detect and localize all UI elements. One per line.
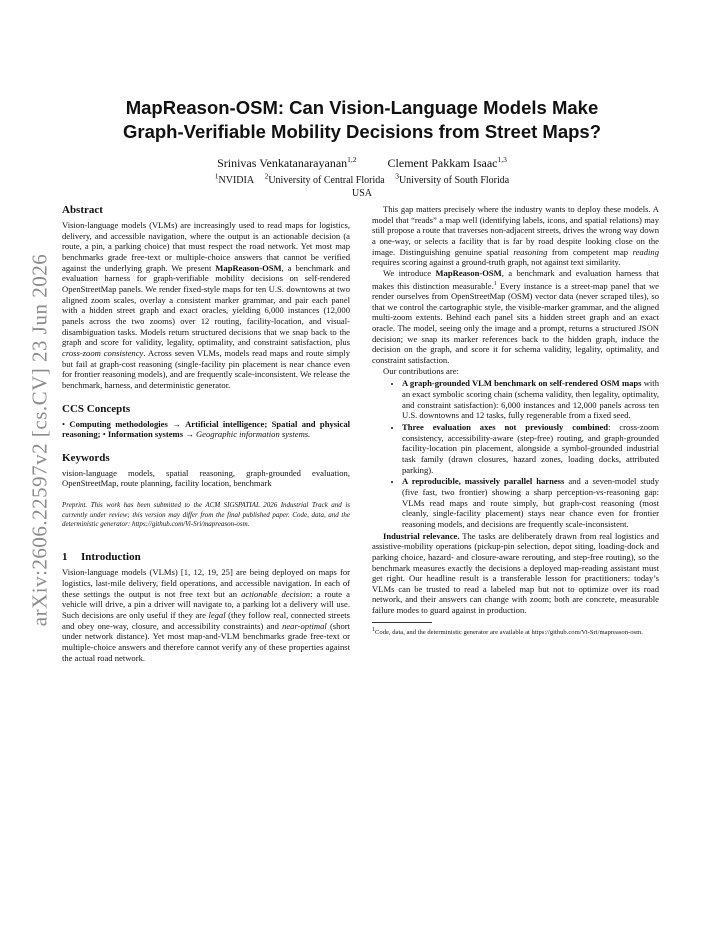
left-column bbox=[62, 204, 350, 663]
footnote-number: 1 bbox=[372, 626, 375, 633]
intro-text-part: : a route a vehicle will drive, a pin a driver will navigate to, a parking lot a delivery will use. Such decisions are only useful if they are bbox=[62, 588, 350, 620]
abstract-benchmark-name: MapReason-OSM bbox=[215, 262, 282, 273]
intro-emphasis: near-optimal bbox=[282, 620, 327, 631]
ccs-arrow: → bbox=[167, 418, 186, 429]
industrial-relevance-paragraph bbox=[372, 531, 659, 616]
body-text-part: Every instance is a street-map panel that we render ourselves from OpenStreetMap (OSM) vector data (never scraped tiles), so that we control the cartographic style, the visible-marker grammar, and the aligned multi-zoom extents. Behind each panel sits a hidden street graph and an exact oracle. The model, seeing only the image and a prompt, returns a structured JSON decision; we snap its marker references back to the hidden graph, induce the decision on the graph, and score it for schema validity, legality, optimality, and constraint satisfaction. bbox=[372, 280, 659, 366]
contribution-title: Three evaluation axes not previously combined bbox=[402, 421, 609, 432]
ccs-concept: Geographic information systems. bbox=[195, 429, 311, 440]
section-title: Introduction bbox=[81, 551, 141, 564]
keywords-heading: Keywords bbox=[62, 451, 110, 464]
contributions-list bbox=[372, 378, 659, 529]
contribution-item bbox=[402, 422, 659, 475]
affiliation-country: USA bbox=[351, 188, 372, 200]
body-text-part: requires scoring against a ground-truth graph, not against text similarity. bbox=[372, 257, 621, 268]
affiliation-3-name: University of South Florida bbox=[398, 175, 510, 187]
author-2-name: Clement Pakkam Isaac bbox=[387, 156, 498, 170]
author-1-name: Srinivas Venkatanarayanan bbox=[217, 156, 348, 170]
body-text-part: , a benchmark and evaluation harness that makes this distinction measurable. bbox=[372, 267, 659, 291]
affiliation-2 bbox=[264, 172, 385, 187]
intro-emphasis: legal bbox=[208, 609, 226, 620]
body-benchmark-name: MapReason-OSM bbox=[435, 267, 502, 278]
contribution-item bbox=[402, 378, 659, 421]
ccs-concepts bbox=[62, 419, 350, 440]
author-2 bbox=[388, 156, 507, 170]
body-text-part: We introduce bbox=[383, 267, 436, 278]
contribution-title: A graph-grounded VLM benchmark on self-rendered OSM maps bbox=[402, 378, 642, 389]
contribution-text: and a seven-model study (five fast, two frontier) showing a sharp perception-vs-reasoning gap: VLMs read maps and route simply, but graph-cost reasoning (most cleanly, single-facility placement) stays near chance even for frontier reasoning models, and decisions are frequently scale-inconsistent. bbox=[402, 476, 659, 529]
ccs-arrow: → bbox=[183, 429, 196, 440]
ccs-bullet: • bbox=[102, 429, 106, 440]
ccs-concept: Artificial intelligence; Spatial and physical reasoning; bbox=[62, 418, 351, 440]
author-2-affil-sup: 1,3 bbox=[497, 155, 507, 164]
keywords-text: vision-language models, spatial reasoning, graph-grounded evaluation, OpenStreetMap, route planning, facility location, benchmark bbox=[62, 467, 350, 489]
author-block bbox=[62, 153, 662, 200]
abstract-heading: Abstract bbox=[62, 204, 103, 216]
abstract-text-part: . Across seven VLMs, models read maps and route simply but fail at graph-cost reasoning (single-facility pin placement is near chance even for frontier reasoning models), and are frequently scale-inconsistent. We release the benchmark, harness, and deterministic generator. bbox=[62, 347, 350, 390]
affiliation-2-sup: 2 bbox=[264, 172, 269, 181]
contribution-text: with an exact symbolic scoring chain (schema validity, then legality, optimality, and constraint satisfaction): 6,000 instances and 12,000 panels across ten U.S. downtowns and 12 tasks, fully regenerable from a fixed seed. bbox=[402, 378, 659, 421]
affiliation-3-sup: 3 bbox=[395, 172, 399, 181]
right-paragraph-2 bbox=[372, 268, 659, 366]
contribution-item bbox=[402, 476, 659, 529]
title-line-2: Graph-Verifiable Mobility Decisions from Street Maps? bbox=[122, 121, 602, 142]
body-text-part: This gap matters precisely where the industry wants to deploy these models. A model that “reads” a map well (identifying labels, icons, and spatial relations) may still propose a route that traverses non-adjacent streets, drives the wrong way down a one-way, or selects a facility that is far by road despite looking close on the image. Distinguishing genuine spatial bbox=[372, 204, 659, 257]
title-line-1: MapReason-OSM: Can Vision-Language Models Make bbox=[125, 97, 599, 118]
author-1 bbox=[217, 156, 356, 170]
ccs-concept: Information systems bbox=[107, 429, 184, 440]
footnote-text: Code, data, and the deterministic generator are available at https://github.com/Vi-Sri/mapreason-osm. bbox=[375, 628, 643, 636]
intro-text-part: (short under network distance). Yet most map-and-VLM benchmarks grade free-text or multiple-choice answers and therefore cannot verify any of these properties against the actual road network. bbox=[62, 620, 350, 663]
intro-text-part: (they follow real, connected streets and obey one-way, closure, and accessibility constraints) and bbox=[62, 609, 350, 631]
abstract-text-part: Vision-language models (VLMs) are increasingly used to read maps for logistics, delivery, and accessible navigation, where the output is an actionable decision (a route, a pin, a parking choice) that must respect the road network. Yet most map benchmarks grade free-text or multiple-choice answers that cannot be verified against the underlying graph. We present bbox=[62, 220, 350, 273]
right-column bbox=[372, 204, 659, 637]
affiliation-2-name: University of Central Florida bbox=[268, 175, 385, 187]
body-text-part: The tasks are deliberately drawn from real logistics and assistive-mobility operations (pickup-pin selection, depot siting, loading-dock and parking choice, hazard- and closure-aware rerouting, and step-free routing), so the benchmark measures exactly the decisions a deployed map-reading assistant must get right. Our headline result is a transferable lesson for practitioners: today’s VLMs can be trusted to read a labeled map but not to optimize over its road network, and their answers can change with zoom; both are concrete, measurable failure modes to guard against in production. bbox=[372, 530, 659, 616]
contribution-title: A reproducible, massively parallel harness bbox=[402, 476, 565, 487]
intro-text-part: Vision-language models (VLMs) [1, 12, 19, 25] are being deployed on maps for logistics, last-mile delivery, field operations, and accessible navigation. In each of these settings the output is not free text but an bbox=[62, 567, 350, 599]
body-text-part: from competent map bbox=[547, 246, 633, 257]
abstract-text-part: , a benchmark and evaluation harness for graph-verifiable mobility decisions on self-rendered OpenStreetMap panels. We render fixed-style maps for ten U.S. downtowns at two aligned zoom scales, overlay a consistent marker grammar, and pair each panel with a hidden street graph and exact oracles, yielding 6,000 instances (12,000 panels across the two zooms) over 12 routing, facility-location, and visual-disambiguation tasks. Models return structured decisions that we snap back to the graph and score for validity, legality, optimality, and constraint satisfaction, plus bbox=[62, 262, 350, 348]
affiliation-1 bbox=[214, 172, 255, 187]
intro-emphasis: actionable decision bbox=[241, 588, 311, 599]
footnote bbox=[372, 626, 659, 638]
industrial-relevance-lead: Industrial relevance. bbox=[383, 530, 460, 541]
contributions-intro: Our contributions are: bbox=[383, 365, 459, 376]
right-paragraph-1 bbox=[372, 204, 659, 268]
introduction-heading bbox=[62, 551, 350, 564]
arxiv-identifier-stamp: arXiv:2606.22597v2 [cs.CV] 23 Jun 2026 bbox=[27, 253, 52, 627]
paper-title bbox=[62, 96, 662, 144]
intro-paragraph-1 bbox=[62, 567, 350, 663]
affiliation-1-sup: 1 bbox=[214, 172, 219, 181]
abstract-emphasis: cross-zoom consistency bbox=[62, 347, 144, 358]
abstract-text bbox=[62, 220, 350, 391]
affiliations bbox=[62, 170, 662, 187]
preprint-note: Preprint. This work has been submitted to the ACM SIGSPATIAL 2026 Industrial Track and is currently under review; this version may differ from the final published paper. Code, data, and the deterministic generator: https://github.com/Vi-Sri/mapreason-osm. bbox=[62, 501, 350, 528]
body-emphasis: reading bbox=[632, 246, 659, 257]
author-1-affil-sup: 1,2 bbox=[347, 155, 357, 164]
section-number: 1 bbox=[62, 551, 68, 564]
footnote-marker: 1 bbox=[493, 280, 497, 287]
ccs-bullet: • bbox=[62, 418, 66, 429]
affiliation-3 bbox=[395, 172, 510, 187]
affiliation-1-name: NVIDIA bbox=[218, 175, 255, 187]
author-names bbox=[62, 153, 662, 170]
body-emphasis: reasoning bbox=[513, 246, 548, 257]
ccs-heading: CCS Concepts bbox=[62, 402, 131, 415]
footnote-divider bbox=[372, 622, 432, 623]
ccs-concept: Computing methodologies bbox=[69, 418, 168, 429]
contribution-text: : cross-zoom consistency, accessibility-aware (step-free) routing, and graph-grounded facility-location pin placement, alongside a symbol-grounded industrial task family (drawn closures, hazard zones, loading docks, attributed parking). bbox=[402, 421, 659, 475]
